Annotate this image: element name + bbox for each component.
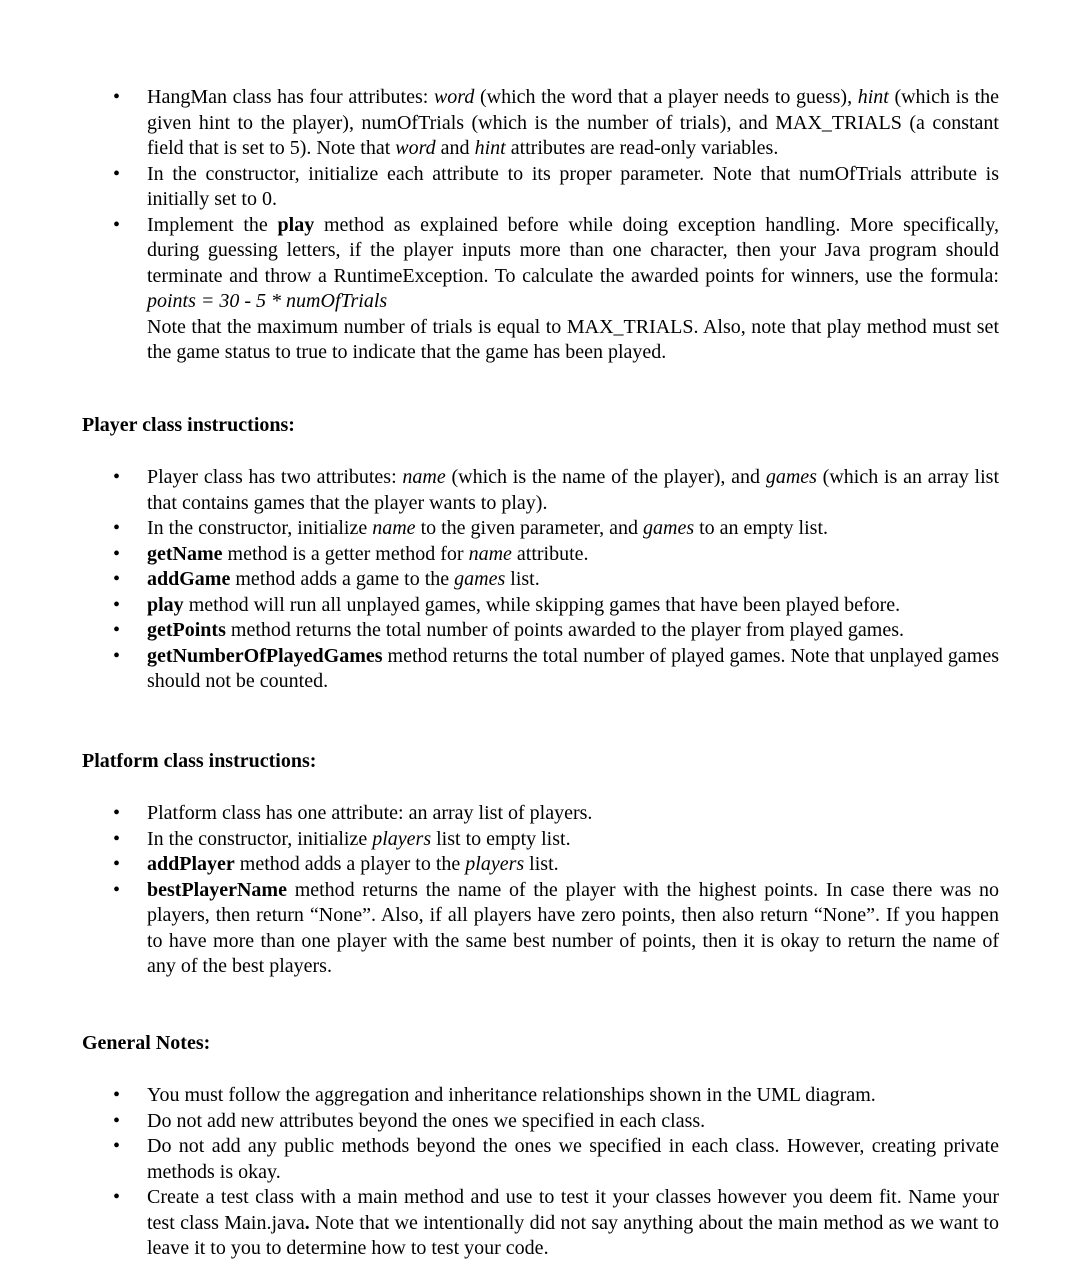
list-item: • Do not add new attributes beyond the ones we specified in each class. xyxy=(0,1109,999,1135)
player-section xyxy=(0,465,1080,695)
list-item: • getName method is a getter method for name attribute. xyxy=(0,542,999,568)
platform-section-heading: Platform class instructions: xyxy=(82,750,317,772)
list-item: • Implement the play method as explained before while doing exception handling. More specifically, during guessing letters, if the player inputs more than one character, then your Java program should terminate and throw a RuntimeException. To calculate the awarded points for winners, use the formula: points = 30 - 5 * numOfTrials Note that the maximum number of trials is equal to MAX_TRIALS. Also, note that play method must set the game status to true to indicate that the game has been played. xyxy=(0,213,999,366)
list-item: • Platform class has one attribute: an array list of players. xyxy=(0,801,999,827)
list-item: • addPlayer method adds a player to the players list. xyxy=(0,852,999,878)
list-item: • HangMan class has four attributes: word (which the word that a player needs to guess), hint (which is the given hint to the player), numOfTrials (which is the number of trials), and MAX_TRIALS (a constant field that is set to 5). Note that word and hint attributes are read-only variables. xyxy=(0,85,999,162)
general-notes-section xyxy=(0,1083,1080,1262)
list-item: • In the constructor, initialize each attribute to its proper parameter. Note that numOfTrials attribute is initially set to 0. xyxy=(0,162,999,213)
general-bullet-list xyxy=(0,1083,1080,1262)
list-item: • Create a test class with a main method and use to test it your classes however you deem fit. Name your test class Main.java. Note that we intentionally did not say anything about the main method as we want to leave it to you to determine how to test your code. xyxy=(0,1185,999,1262)
list-item: • In the constructor, initialize name to the given parameter, and games to an empty list. xyxy=(0,516,999,542)
player-bullet-list xyxy=(0,465,1080,695)
list-item: • bestPlayerName method returns the name of the player with the highest points. In case there was no players, then return “None”. Also, if all players have zero points, then also return “None”. If you happen to have more than one player with the same best number of points, then it is okay to return the name of any of the best players. xyxy=(0,878,999,980)
list-item: • addGame method adds a game to the games list. xyxy=(0,567,999,593)
list-item: • play method will run all unplayed games, while skipping games that have been played before. xyxy=(0,593,999,619)
list-item: • In the constructor, initialize players list to empty list. xyxy=(0,827,999,853)
list-item: • Do not add any public methods beyond the ones we specified in each class. However, creating private methods is okay. xyxy=(0,1134,999,1185)
list-item: • You must follow the aggregation and inheritance relationships shown in the UML diagram. xyxy=(0,1083,999,1109)
player-section-heading: Player class instructions: xyxy=(82,414,295,436)
hangman-bullet-list xyxy=(0,85,1080,366)
list-item: • getNumberOfPlayedGames method returns the total number of played games. Note that unplayed games should not be counted. xyxy=(0,644,999,695)
hangman-section xyxy=(0,85,1080,366)
platform-bullet-list xyxy=(0,801,1080,980)
list-item: • Player class has two attributes: name (which is the name of the player), and games (which is an array list that contains games that the player wants to play). xyxy=(0,465,999,516)
platform-section xyxy=(0,801,1080,980)
list-item: • getPoints method returns the total number of points awarded to the player from played games. xyxy=(0,618,999,644)
general-notes-heading: General Notes: xyxy=(82,1032,211,1054)
